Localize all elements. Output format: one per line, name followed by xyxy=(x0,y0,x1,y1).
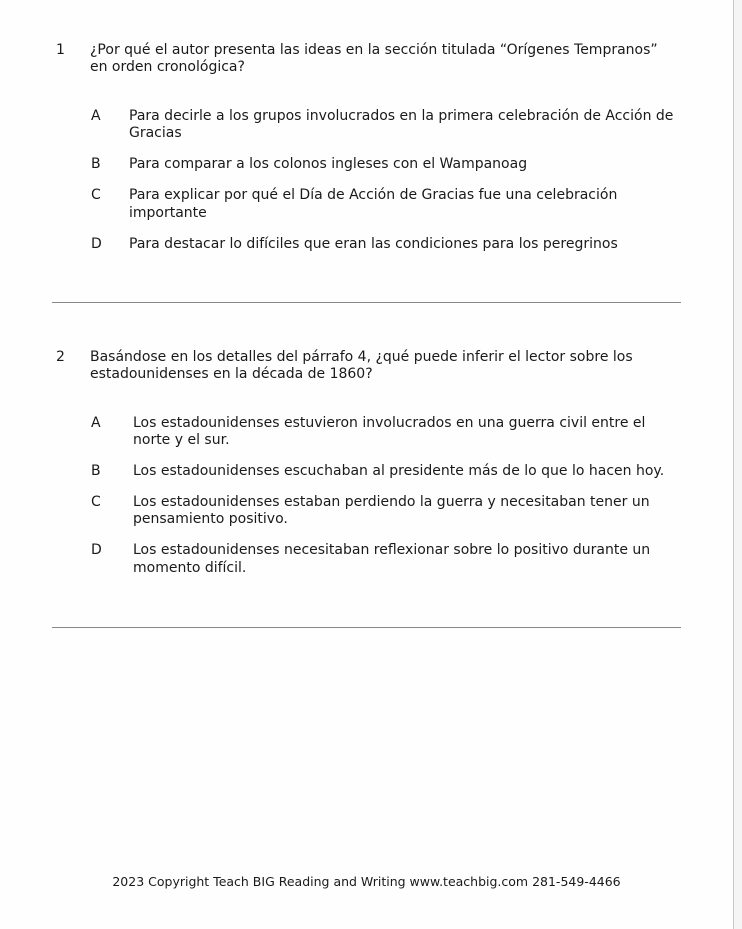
question-divider xyxy=(52,627,681,628)
option-text-line1: Los estadounidenses necesitaban reflexionar sobre lo positivo durante un xyxy=(133,542,651,558)
option-letter: D xyxy=(91,236,102,252)
question-text-line2: estadounidenses en la década de 1860? xyxy=(90,366,373,382)
copyright-footer: 2023 Copyright Teach BIG Reading and Writing www.teachbig.com 281-549-4466 xyxy=(112,874,621,889)
option-letter: B xyxy=(91,156,101,172)
scrollbar-track[interactable] xyxy=(733,0,742,929)
option-text-line1: Para comparar a los colonos ingleses con el Wampanoag xyxy=(129,156,528,172)
option-text-line2: norte y el sur. xyxy=(133,432,230,448)
option-letter: C xyxy=(91,494,101,510)
question-text-line2: en orden cronológica? xyxy=(90,59,245,75)
question-number: 1 xyxy=(56,42,65,58)
option-text-line1: Para decirle a los grupos involucrados en la primera celebración de Acción de xyxy=(129,108,674,124)
option-text-line1: Los estadounidenses estaban perdiendo la guerra y necesitaban tener un xyxy=(133,494,650,510)
question-text-line1: Basándose en los detalles del párrafo 4, ¿qué puede inferir el lector sobre los xyxy=(90,349,633,365)
option-letter: C xyxy=(91,187,101,203)
question-divider xyxy=(52,302,681,303)
option-text-line1: Para explicar por qué el Día de Acción de Gracias fue una celebración xyxy=(129,187,618,203)
option-text-line1: Los estadounidenses estuvieron involucrados en una guerra civil entre el xyxy=(133,415,646,431)
question-number: 2 xyxy=(56,349,65,365)
option-text-line2: momento difícil. xyxy=(133,560,247,576)
option-text-line1: Para destacar lo difíciles que eran las condiciones para los peregrinos xyxy=(129,236,618,252)
option-letter: D xyxy=(91,542,102,558)
option-text-line2: pensamiento positivo. xyxy=(133,511,288,527)
option-text-line2: importante xyxy=(129,205,207,221)
option-text-line2: Gracias xyxy=(129,125,182,141)
option-letter: A xyxy=(91,108,101,124)
option-letter: A xyxy=(91,415,101,431)
option-text-line1: Los estadounidenses escuchaban al presidente más de lo que lo hacen hoy. xyxy=(133,463,665,479)
option-letter: B xyxy=(91,463,101,479)
question-text-line1: ¿Por qué el autor presenta las ideas en la sección titulada “Orígenes Tempranos” xyxy=(90,42,658,58)
